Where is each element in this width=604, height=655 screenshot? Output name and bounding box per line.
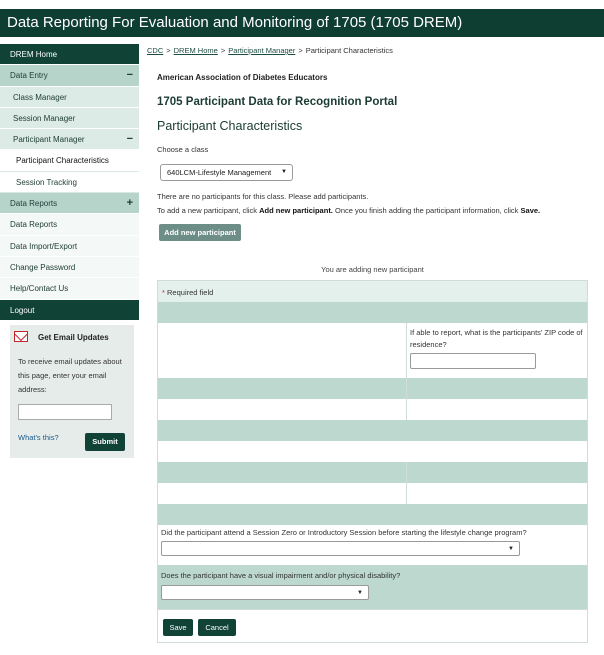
add-instructions-bold: Save. <box>520 206 541 215</box>
sidebar-item-label: Logout <box>10 305 35 315</box>
sidebar-item-data-reports[interactable] <box>0 214 139 235</box>
sidebar-item-label: Class Manager <box>13 92 67 102</box>
breadcrumb-separator: > <box>166 46 171 55</box>
sidebar-item-label: Change Password <box>10 262 76 272</box>
breadcrumb-current: Participant Characteristics <box>305 46 393 55</box>
add-instructions-bold: Add new participant. <box>259 206 333 215</box>
breadcrumb <box>147 46 393 55</box>
email-updates-text: To receive email updates about this page, enter your email address: <box>18 357 122 394</box>
collapse-icon[interactable]: − <box>126 133 133 146</box>
session-zero-question: Did the participant attend a Session Zero or Introductory Session before starting the lifestyle change program? <box>161 528 527 537</box>
sidebar-nav <box>0 44 139 321</box>
email-updates-widget <box>10 325 134 458</box>
sidebar-item-data-entry[interactable] <box>0 65 139 86</box>
session-zero-select[interactable] <box>161 541 520 556</box>
sidebar-item-drem-home[interactable] <box>0 44 139 65</box>
form-row <box>158 378 587 399</box>
participant-form <box>157 280 588 643</box>
sidebar-item-label: Session Manager <box>13 113 76 123</box>
sidebar-item-data-import-export[interactable] <box>0 236 139 257</box>
sidebar-item-label: Data Reports <box>10 199 58 209</box>
cancel-button[interactable]: Cancel <box>198 619 236 636</box>
no-participants-message: There are no participants for this class. Please add participants. <box>157 192 369 201</box>
column-divider <box>406 378 407 399</box>
sidebar-item-session-tracking[interactable] <box>0 172 139 193</box>
session-zero-row <box>158 525 587 565</box>
whats-this-link[interactable]: What's this? <box>18 433 59 442</box>
sidebar-item-label: Data Entry <box>10 71 48 81</box>
sidebar-item-label: Data Reports <box>10 220 58 230</box>
sidebar-item-label: Participant Manager <box>13 135 85 145</box>
email-submit-button[interactable]: Submit <box>85 433 125 451</box>
sidebar-item-label: Help/Contact Us <box>10 284 69 294</box>
zip-question: If able to report, what is the participants' ZIP code of residence? <box>410 328 583 349</box>
column-divider <box>406 462 407 483</box>
email-field[interactable] <box>18 404 112 420</box>
sidebar-item-change-password[interactable] <box>0 257 139 278</box>
column-divider <box>406 323 407 378</box>
form-row <box>158 504 587 525</box>
form-row <box>158 399 587 420</box>
sidebar-item-label: Participant Characteristics <box>16 156 109 166</box>
sidebar-item-help-contact[interactable] <box>0 278 139 299</box>
required-note <box>162 288 213 297</box>
form-row <box>158 420 587 441</box>
app-title: Data Reporting For Evaluation and Monitoring of 1705 (1705 DREM) <box>7 14 463 31</box>
add-new-participant-button[interactable]: Add new participant <box>159 224 241 241</box>
email-updates-title: Get Email Updates <box>38 333 109 342</box>
chevron-down-icon: ▼ <box>508 546 514 552</box>
choose-class-label: Choose a class <box>157 145 209 154</box>
portal-title: 1705 Participant Data for Recognition Portal <box>157 96 398 108</box>
required-label: Required field <box>167 288 214 297</box>
breadcrumb-separator: > <box>220 46 226 55</box>
envelope-icon <box>14 331 28 342</box>
chevron-down-icon: ▼ <box>281 169 287 175</box>
form-row <box>158 441 587 462</box>
add-instructions <box>157 206 540 215</box>
collapse-icon[interactable]: − <box>126 69 133 82</box>
form-divider <box>158 609 587 610</box>
breadcrumb-participant-manager[interactable]: Participant Manager <box>228 46 296 55</box>
sidebar-item-class-manager[interactable] <box>0 87 139 108</box>
breadcrumb-separator: > <box>298 46 303 55</box>
save-button[interactable]: Save <box>163 619 193 636</box>
sidebar-item-participant-manager[interactable] <box>0 129 139 150</box>
sidebar-item-session-manager[interactable] <box>0 108 139 129</box>
disability-row <box>158 565 587 609</box>
disability-question: Does the participant have a visual impairment and/or physical disability? <box>161 571 401 580</box>
required-row <box>158 281 587 302</box>
sidebar-item-label: DREM Home <box>10 50 58 59</box>
page-title: Participant Characteristics <box>157 119 303 133</box>
adding-participant-note: You are adding new participant <box>321 265 424 274</box>
chevron-down-icon: ▼ <box>357 590 363 596</box>
add-instructions-text: To add a new participant, click <box>157 206 260 215</box>
form-row <box>158 462 587 483</box>
sidebar-item-participant-characteristics[interactable] <box>0 150 139 171</box>
sidebar-item-logout[interactable] <box>0 300 139 321</box>
form-row <box>158 483 587 504</box>
sidebar-item-label: Data Import/Export <box>10 241 78 251</box>
column-divider <box>406 483 407 504</box>
form-row <box>158 302 587 323</box>
class-select-value: 640LCM-Lifestyle Management <box>167 168 272 177</box>
column-divider <box>406 399 407 420</box>
add-instructions-text: Once you finish adding the participant information, click <box>332 206 521 215</box>
breadcrumb-drem-home[interactable]: DREM Home <box>173 46 218 55</box>
org-name: American Association of Diabetes Educators <box>157 73 328 82</box>
app-header <box>0 9 604 37</box>
disability-select[interactable] <box>161 585 369 600</box>
class-select[interactable] <box>160 164 293 181</box>
breadcrumb-cdc[interactable]: CDC <box>147 46 164 55</box>
zip-row <box>158 323 587 378</box>
sidebar-item-data-reports-group[interactable] <box>0 193 139 214</box>
sidebar-item-label: Session Tracking <box>16 177 77 187</box>
expand-icon[interactable]: + <box>126 197 133 210</box>
required-star: * <box>162 288 165 297</box>
zip-input[interactable] <box>410 353 536 369</box>
